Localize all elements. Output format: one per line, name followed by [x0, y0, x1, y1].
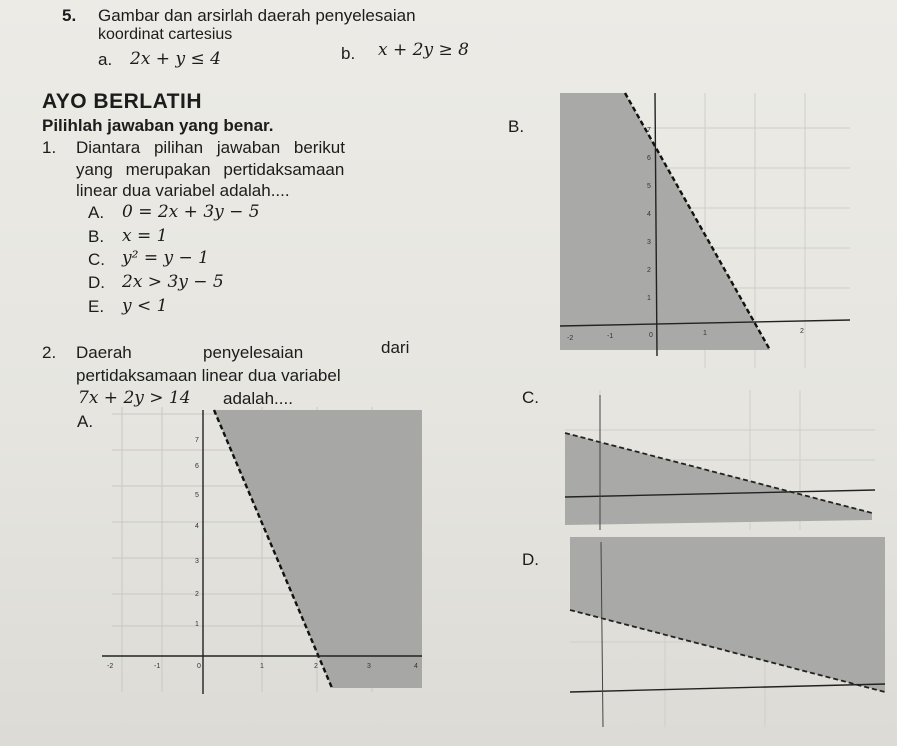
section-instruction: Pilihlah jawaban yang benar.	[42, 116, 274, 135]
q1-option-a-expression: 0 = 2x + 3y − 5	[122, 202, 260, 222]
section-title: AYO BERLATIH	[42, 90, 203, 113]
graph-a-x-tick: 0	[197, 663, 201, 670]
graph-c-shaded-region	[565, 433, 872, 525]
graph-option-d	[565, 532, 890, 732]
graph-a-y-tick: 6	[195, 463, 199, 470]
q2-text-word2: penyelesaian	[203, 343, 304, 362]
graph-b-x-tick: -2	[567, 335, 574, 342]
q1-option-d-letter: D.	[88, 273, 105, 292]
q2-text-word3: dari	[381, 338, 410, 357]
graph-b-shaded-region	[560, 93, 770, 350]
graph-b-y-tick: 6	[647, 155, 651, 162]
q2-text-line2: pertidaksamaan linear dua variabel	[76, 366, 341, 385]
q5b-label: b.	[341, 44, 356, 63]
graph-a-x-tick: 4	[414, 663, 418, 670]
graph-option-b	[555, 88, 855, 373]
graph-a-shaded-region	[214, 410, 422, 688]
graph-b-y-tick: 4	[647, 211, 651, 218]
graph-b-y-tick: 1	[647, 295, 651, 302]
q1-option-a-letter: A.	[88, 203, 105, 222]
q1-option-d-expression: 2x > 3y − 5	[122, 272, 224, 292]
q2-option-a-letter: A.	[77, 412, 94, 431]
graph-a-x-tick: 1	[260, 663, 264, 670]
graph-option-c	[560, 385, 880, 535]
graph-a-y-tick: 4	[195, 523, 199, 530]
q2-text-word1: Daerah	[76, 343, 132, 362]
q2-text-line3-tail: adalah....	[223, 389, 293, 408]
q5b-expression: x + 2y ≥ 8	[378, 40, 469, 60]
graph-b-y-tick: 3	[647, 239, 651, 246]
q2-number: 2.	[42, 343, 57, 362]
q2-option-c-letter: C.	[522, 388, 539, 407]
graph-a-y-tick: 7	[195, 437, 199, 444]
graph-a-x-tick: 2	[314, 663, 318, 670]
graph-option-a	[92, 402, 432, 702]
q1-number: 1.	[42, 138, 57, 157]
graph-b-x-tick: 2	[800, 328, 804, 335]
graph-a-y-tick: 2	[195, 591, 199, 598]
q5-text-line1: Gambar dan arsirlah daerah penyelesaian	[98, 6, 416, 25]
graph-b-y-tick: 5	[647, 183, 651, 190]
q2-option-b-letter: B.	[508, 117, 525, 136]
q1-option-b-letter: B.	[88, 227, 105, 246]
q1-option-e-letter: E.	[88, 297, 105, 316]
graph-a-x-tick: -1	[154, 663, 161, 670]
graph-d-shaded-region	[570, 537, 885, 692]
graph-b-x-tick: 1	[703, 330, 707, 337]
graph-b-y-tick: 7	[647, 127, 651, 134]
graph-d-x-axis	[570, 684, 885, 692]
q1-option-c-letter: C.	[88, 250, 105, 269]
graph-a-y-tick: 3	[195, 558, 199, 565]
q2-option-d-letter: D.	[522, 550, 539, 569]
graph-a-x-tick: -2	[107, 663, 114, 670]
q1-text-line1: Diantara pilihan jawaban berikut	[76, 138, 345, 157]
graph-b-x-tick: -1	[607, 333, 614, 340]
q1-text-line3: linear dua variabel adalah....	[76, 181, 290, 200]
q1-option-b-expression: x = 1	[122, 226, 168, 246]
q1-option-c-expression: y² = y − 1	[122, 248, 209, 268]
q5a-label: a.	[98, 50, 113, 69]
graph-b-y-tick: 2	[647, 267, 651, 274]
graph-b-x-tick: 0	[649, 332, 653, 339]
q5-number: 5.	[62, 6, 77, 25]
q5a-expression: 2x + y ≤ 4	[130, 49, 221, 69]
graph-a-y-tick: 5	[195, 492, 199, 499]
graph-a-y-tick: 1	[195, 621, 199, 628]
graph-a-x-tick: 3	[367, 663, 371, 670]
q1-option-e-expression: y < 1	[122, 296, 168, 316]
q5-text-line2: koordinat cartesius	[98, 26, 233, 43]
q2-expression: 7x + 2y > 14	[78, 388, 191, 408]
q1-text-line2: yang merupakan pertidaksamaan	[76, 160, 345, 179]
